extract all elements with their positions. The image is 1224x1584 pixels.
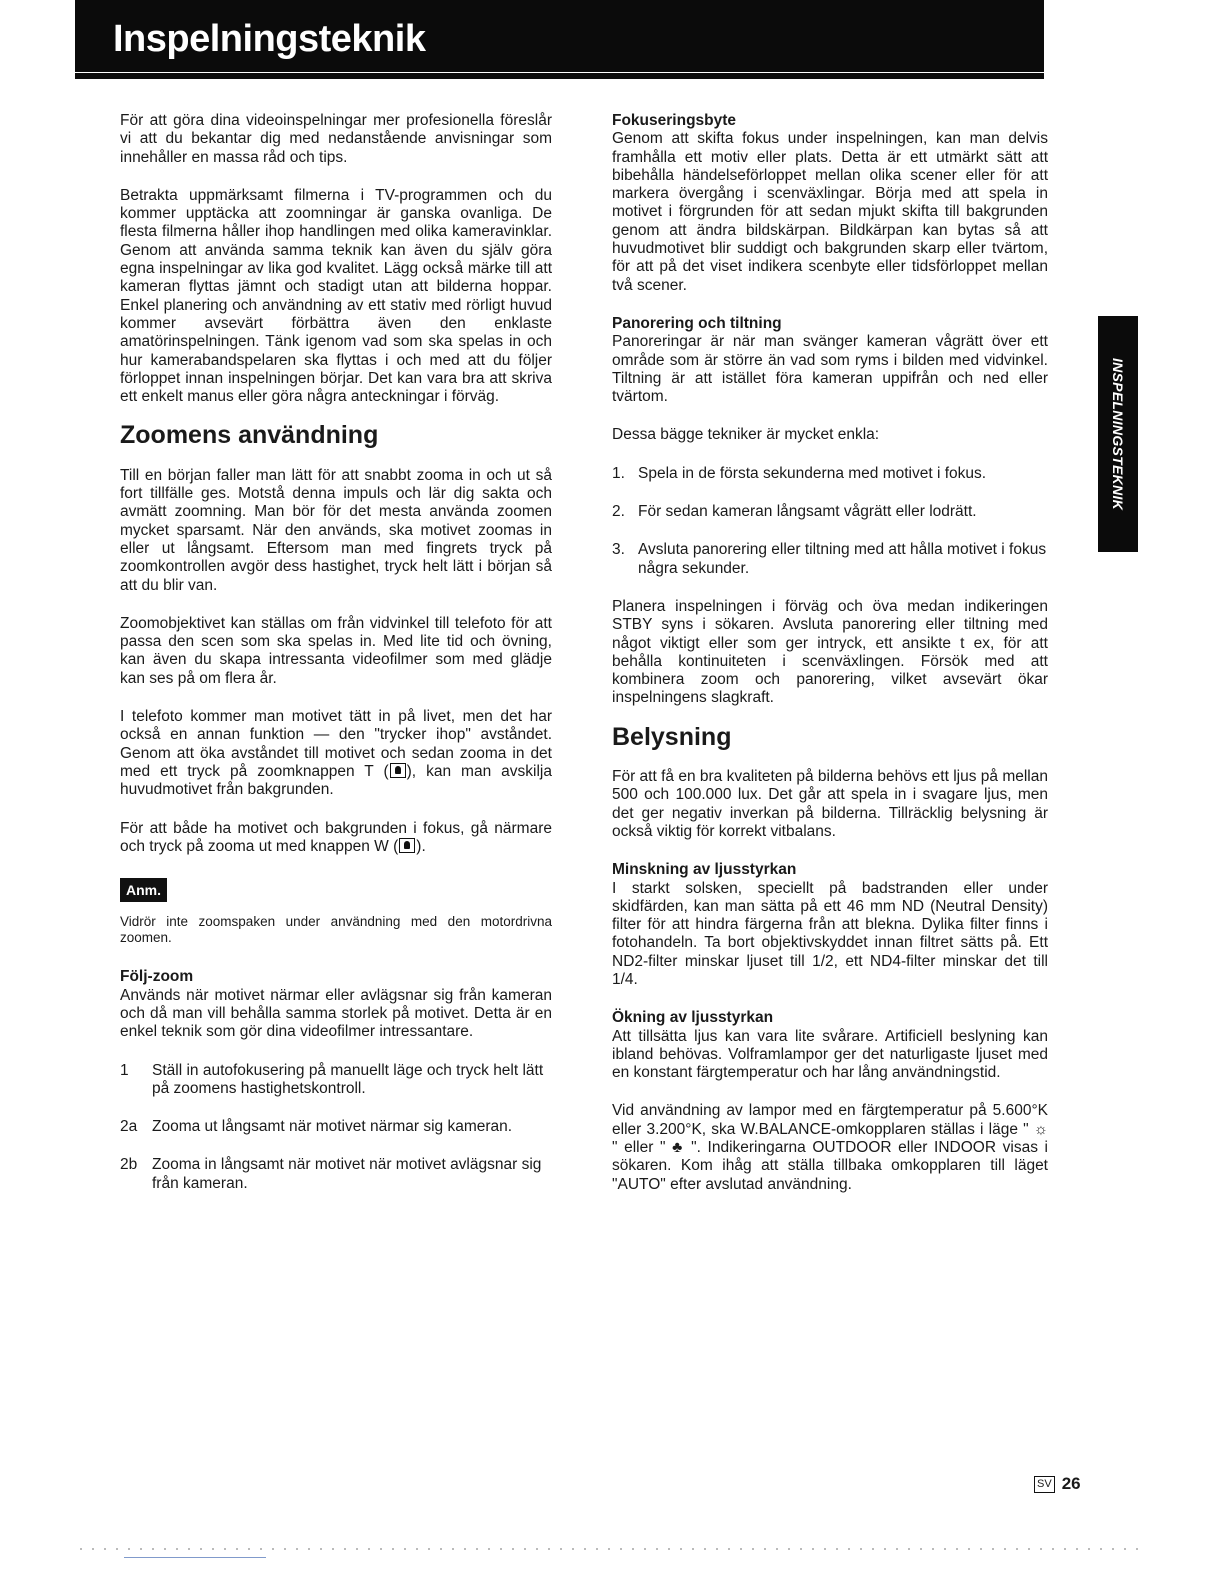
reduce-light-text: I starkt solsken, speciellt på badstranden eller under skidfärden, kan man sätta på ett 46 mm ND (Neutral Density) filter för att hindra färgerna från att blekna. Dylika filter finns i fotohandeln. Ta bort objektivskyddet innan filtret sätts på. Ett ND2-filter minskar ljuset till 1/2, ett ND4-filter minskar det till 1/4. (612, 879, 1048, 988)
step-text: För sedan kameran långsamt vågrätt eller lodrätt. (638, 503, 977, 521)
list-item (612, 541, 1048, 578)
pan-steps (612, 465, 1048, 578)
step-text: Zooma ut långsamt när motivet närmar sig kameran. (152, 1118, 513, 1136)
tele-person-icon (390, 763, 406, 778)
list-item (612, 465, 1048, 483)
note-text: Vidrör inte zoomspaken under användning med den motordrivna zoomen. (120, 914, 552, 946)
step-number: 2b (120, 1156, 138, 1174)
side-tab-label: INSPELNINGSTEKNIK (1110, 357, 1126, 511)
reduce-light-section (612, 861, 1048, 989)
step-number: 1. (612, 464, 625, 482)
title-rule (75, 73, 1044, 79)
pan-section (612, 315, 1048, 406)
plan-text: Planera inspelningen i förväg och öva medan indikeringen STBY syns i sökaren. Avsluta panorering eller tiltning med något viktigt eller som ger intryck, ett ansikte t ex, för att behålla kontinuiteten i scenväxlingen. Försök med att kombinera zoom och panorering, vilket avsevärt ökar inspelningens slagkraft. (612, 597, 1048, 707)
increase-light-heading: Ökning av ljusstyrkan (612, 1009, 774, 1027)
list-item (120, 1156, 552, 1193)
step-text: Spela in de första sekunderna med motivet i fokus. (638, 464, 987, 482)
page-number: 26 (1061, 1474, 1081, 1493)
note-label: Anm. (120, 878, 167, 902)
zoom-paragraph-2: Zoomobjektivet kan ställas om från vidvinkel till telefoto för att passa den scen som ska spelas in. Med lite tid och övning, kan även du skapa intressanta videofilmer som med glädje kan ses på om flera år. (120, 614, 552, 687)
page-title: Inspelningsteknik (113, 18, 426, 60)
section-side-tab (1098, 316, 1138, 552)
list-item (612, 503, 1048, 521)
pan-text: Panoreringar är när man svänger kameran vågrätt över ett område som är större än vad som ryms i bilden med vidvinkel. Tiltning är att istället föra kameran uppifrån och ned eller tvärtom. (612, 333, 1048, 406)
zoom-paragraph-4-end: ). (416, 837, 426, 855)
focus-heading: Fokuseringsbyte (612, 112, 737, 129)
wide-person-icon (399, 838, 415, 853)
right-column (612, 112, 1048, 1214)
scan-artifact-dots (80, 1548, 1140, 1550)
step-number: 3. (612, 541, 625, 559)
intro-paragraph-2: Betrakta uppmärksamt filmerna i TV-programmen och du kommer upptäcka att zoomningar är ganska ovanliga. De flesta filmerna håller ihop handlingen med olika kameravinklar. Genom att använda samma teknik kan även du själv göra egna inspelningar av lika god kvalitet. Lägg också märke till att kameran flyttas jämnt och stadigt utan att bilderna hoppar. Enkel planering och användning av ett stativ med rörligt huvud kommer avsevärt förbättra även den enklaste amatörinspelningen. Tänk igenom vad som ska spelas in och hur kamerabandspelaren ska flyttas i och med att du följer förloppet innan inspelningen börjar. Det kan vara bra att skriva ett enkelt manus eller göra några anteckningar i förväg. (120, 186, 552, 406)
follow-zoom-text: Används när motivet närmar eller avlägsnar sig från kameran och då man vill behålla samma storlek på motivet. Detta är en enkel teknik som gör dina videofilmer intressantare. (120, 986, 552, 1041)
language-badge: SV (1034, 1476, 1055, 1493)
list-item (120, 1062, 552, 1099)
zoom-paragraph-3-end: ), kan man avskilja huvudmotivet från bakgrunden. (120, 762, 552, 799)
title-bar (75, 0, 1044, 72)
focus-section (612, 112, 1048, 295)
zoom-heading: Zoomens användning (120, 421, 379, 450)
page-footer (1034, 1474, 1081, 1494)
zoom-paragraph-1: Till en början faller man lätt för att snabbt zooma in och ut så fort tillfälle ges. Motstå denna impuls och lär dig sakta och avmätt zoomning. Man bör för det mesta använda zoomen mycket sparsamt. När den används, ska motivet zoomas in eller ut långsamt. Eftersom man med fingrets tryck på zoomkontrollen avgör dess hastighet, tryck helt lätt i början så att du blir van. (120, 466, 552, 594)
step-text: Avsluta panorering eller tiltning med att hålla motivet i fokus några sekunder. (638, 541, 1047, 577)
zoom-paragraph-4-start: För att både ha motivet och bakgrunden i fokus, gå närmare och tryck på zooma ut med knappen W ( (120, 819, 552, 855)
follow-zoom-section (120, 968, 552, 1041)
step-number: 1 (120, 1061, 129, 1079)
reduce-light-heading: Minskning av ljusstyrkan (612, 861, 797, 879)
follow-zoom-heading: Följ-zoom (120, 968, 194, 986)
step-text: Zooma in långsamt när motivet när motivet avlägsnar sig från kameran. (152, 1156, 542, 1192)
lamp-text: Vid användning av lampor med en färgtemperatur på 5.600°K eller 3.200°K, ska W.BALANCE-omkopplaren ställas i läge " ☼ " eller " ♣ ". Indikeringarna OUTDOOR eller INDOOR visas i sökaren. Kom ihåg att ställa tillbaka omkopplaren till läget "AUTO" efter avslutad användning. (612, 1102, 1048, 1193)
follow-zoom-steps (120, 1062, 552, 1193)
intro-paragraph: För att göra dina videoinspelningar mer profesionella föreslår vi att du bekantar dig med nedanstående anvisningar som innehåller en massa råd och tips. (120, 112, 552, 166)
lighting-text: För att få en bra kvaliteten på bilderna behövs ett ljus på mellan 500 och 100.000 lux. Det går att spela in i svagare ljus, men det ger negativ inverkan på bilderna. Tillräcklig belysning är också viktig för korrekt vitbalans. (612, 768, 1048, 840)
step-number: 2a (120, 1118, 138, 1136)
zoom-paragraph-3 (120, 708, 552, 799)
step-text: Ställ in autofokusering på manuellt läge och tryck helt lätt på zoomens hastighetskontroll. (152, 1061, 544, 1097)
zoom-paragraph-4 (120, 820, 552, 857)
scan-artifact-line (124, 1557, 266, 1558)
focus-text: Genom att skifta fokus under inspelningen, kan man delvis framhålla ett motiv eller plats. Detta är ett utmärkt sätt att bibehålla händelseförloppet mellan olika scener eller för att markera övergång i scenväxlingar. Börja med att spela in motivet i förgrunden för att sedan mjukt skifta till bakgrunden genom att ändra bildskärpan. Bildkärpan kan bytas så att huvudmotivet blir suddigt och bakgrunden skarp eller tvärtom, för att på det viset indikera scenbyte eller tidsförloppet mellan två scener. (612, 130, 1048, 294)
increase-light-section (612, 1009, 1048, 1082)
list-item (120, 1118, 552, 1136)
pan-heading: Panorering och tiltning (612, 314, 782, 332)
zoom-paragraph-3-start: I telefoto kommer man motivet tätt in på livet, men det har också en annan funktion — den "trycker ihop" avståndet. Genom att öka avståndet till motivet och sedan zooma in det med ett tryck på zoomknappen T ( (120, 708, 552, 780)
left-column (120, 112, 552, 1213)
increase-light-text: Att tillsätta ljus kan vara lite svårare. Artificiell beslyning kan ibland behövas. Volframlampor ger det naturligaste ljuset med en konstant färgtemperatur och har lång användningstid. (612, 1027, 1048, 1082)
lighting-heading: Belysning (612, 722, 732, 751)
pan-intro: Dessa bägge tekniker är mycket enkla: (612, 426, 880, 444)
step-number: 2. (612, 503, 625, 521)
